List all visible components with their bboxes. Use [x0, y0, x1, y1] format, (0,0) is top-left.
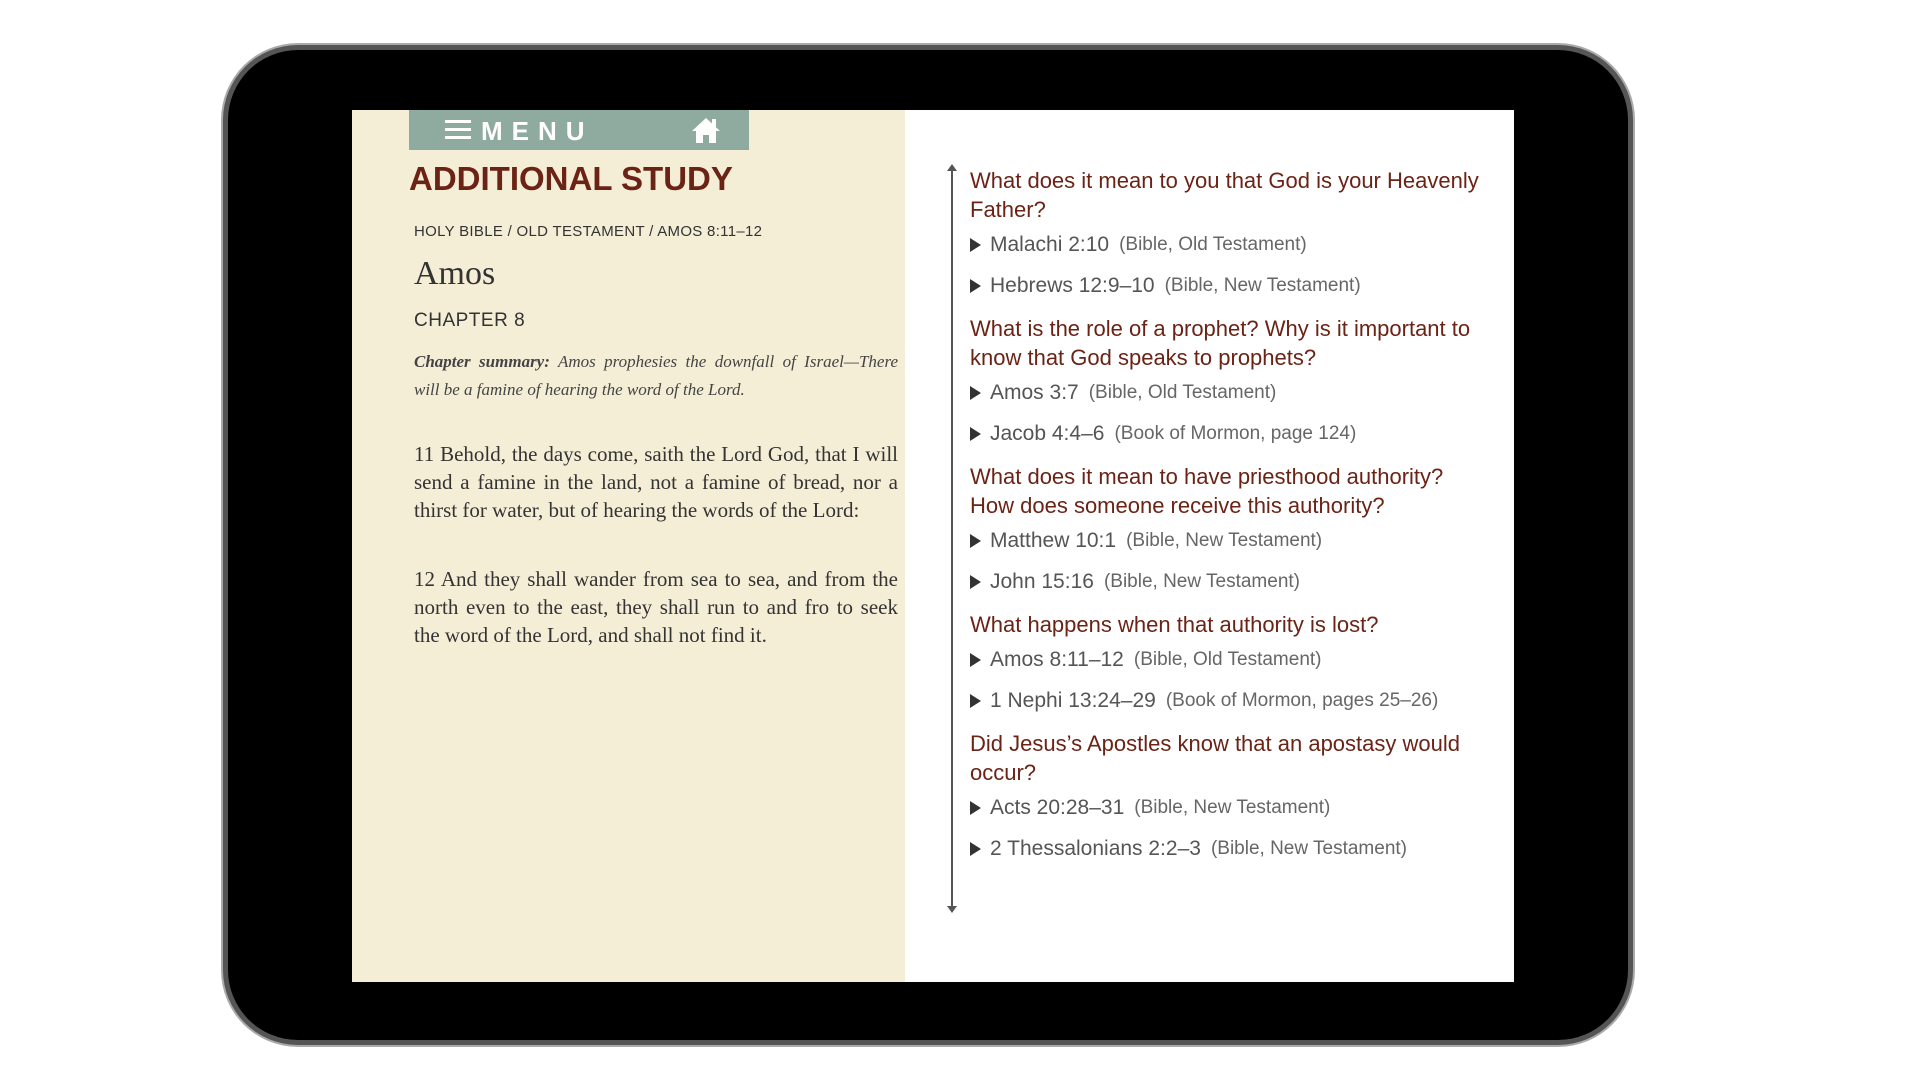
scrollbar[interactable]: [951, 168, 953, 908]
right-panel: [905, 110, 1514, 982]
play-triangle-icon: [970, 694, 981, 708]
play-triangle-icon: [970, 575, 981, 589]
summary-label: Chapter summary:: [414, 352, 550, 371]
scripture-link[interactable]: [970, 836, 1490, 861]
ref-name[interactable]: John 15:16: [990, 570, 1094, 593]
play-triangle-icon: [970, 801, 981, 815]
ref-source: (Bible, New Testament): [1103, 571, 1300, 592]
ref-name[interactable]: 2 Thessalonians 2:2–3: [990, 837, 1201, 860]
question: What is the role of a prophet? Why is it important to know that God speaks to prophets?: [970, 316, 1471, 370]
ref-source: (Book of Mormon, page 124): [1114, 423, 1357, 444]
play-triangle-icon: [970, 653, 981, 667]
scripture-link[interactable]: [970, 647, 1490, 672]
scripture-link[interactable]: [970, 795, 1490, 820]
ref-source: (Bible, New Testament): [1210, 838, 1407, 859]
play-triangle-icon: [970, 386, 981, 400]
ref-source: (Bible, New Testament): [1126, 530, 1323, 551]
scripture-link[interactable]: [970, 273, 1490, 298]
hamburger-icon[interactable]: [445, 120, 471, 140]
ref-source: (Bible, New Testament): [1164, 275, 1361, 296]
scripture-link[interactable]: [970, 569, 1490, 594]
question-group: [970, 462, 1490, 594]
book-name: Amos: [414, 255, 496, 292]
ref-source: (Bible, Old Testament): [1119, 234, 1307, 255]
ref-name[interactable]: 1 Nephi 13:24–29: [990, 689, 1156, 712]
breadcrumb: HOLY BIBLE / OLD TESTAMENT / AMOS 8:11–12: [414, 223, 763, 240]
study-questions-list: [970, 166, 1490, 877]
play-triangle-icon: [970, 279, 981, 293]
question-group: [970, 729, 1490, 861]
scripture-link[interactable]: [970, 232, 1490, 257]
page-title: ADDITIONAL STUDY: [409, 160, 733, 197]
left-panel: [352, 110, 905, 982]
ref-name[interactable]: Matthew 10:1: [990, 529, 1117, 552]
ref-name[interactable]: Hebrews 12:9–10: [990, 274, 1155, 297]
home-icon[interactable]: [691, 116, 721, 144]
ref-source: (Bible, Old Testament): [1133, 649, 1322, 670]
question: What does it mean to have priesthood authority? How does someone receive this authority?: [970, 464, 1444, 518]
menu-label[interactable]: MENU: [481, 116, 594, 146]
ref-name[interactable]: Amos 8:11–12: [990, 648, 1124, 671]
play-triangle-icon: [970, 534, 981, 548]
ref-name[interactable]: Malachi 2:10: [990, 233, 1110, 256]
scripture-link[interactable]: [970, 688, 1490, 713]
verse-12: 12 And they shall wander from sea to sea, and from the north even to the east, they shall run to and fro to seek the word of the Lord, and shall not find it.: [414, 567, 898, 647]
scroll-down-arrow-icon[interactable]: [947, 906, 957, 913]
play-triangle-icon: [970, 238, 981, 252]
ref-source: (Book of Mormon, pages 25–26): [1165, 690, 1439, 711]
question-group: [970, 314, 1490, 446]
menu-button[interactable]: [409, 110, 749, 150]
scripture-link[interactable]: [970, 380, 1490, 405]
play-triangle-icon: [970, 842, 981, 856]
tablet-screen: [352, 110, 1514, 982]
ref-source: (Bible, Old Testament): [1088, 382, 1277, 403]
ref-name[interactable]: Amos 3:7: [990, 381, 1079, 404]
question-group: [970, 610, 1490, 713]
summary-text: Amos prophesies the downfall of Israel—There will be a famine of hearing the word of the Lord.: [414, 352, 898, 399]
ref-source: (Bible, New Testament): [1134, 797, 1331, 818]
verse-11: 11 Behold, the days come, saith the Lord God, that I will send a famine in the land, not a famine of bread, nor a thirst for water, but of hearing the words of the Lord:: [414, 442, 898, 522]
tablet-frame: [228, 50, 1628, 1040]
question: What happens when that authority is lost?: [970, 612, 1379, 637]
ref-name[interactable]: Acts 20:28–31: [990, 796, 1125, 819]
question: Did Jesus’s Apostles know that an apostasy would occur?: [970, 731, 1460, 785]
ref-name[interactable]: Jacob 4:4–6: [990, 422, 1105, 445]
play-triangle-icon: [970, 427, 981, 441]
chapter-heading: CHAPTER 8: [414, 310, 526, 331]
scripture-link[interactable]: [970, 528, 1490, 553]
chapter-summary: [414, 348, 898, 404]
question-group: [970, 166, 1490, 298]
scripture-link[interactable]: [970, 421, 1490, 446]
question: What does it mean to you that God is your Heavenly Father?: [970, 168, 1479, 222]
